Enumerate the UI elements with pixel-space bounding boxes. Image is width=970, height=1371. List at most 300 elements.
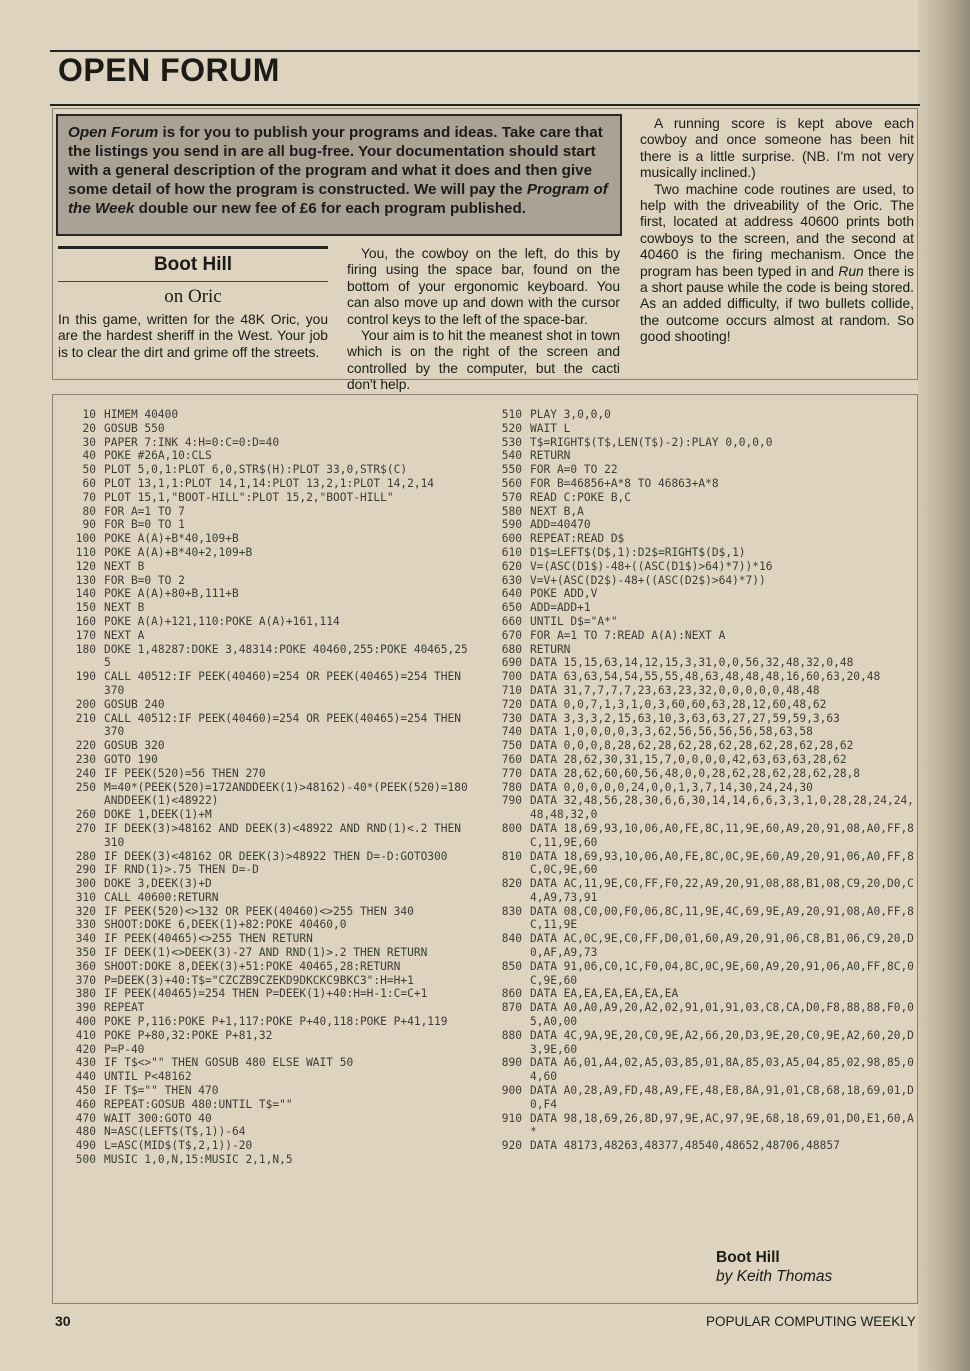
listing-line: [68, 629, 468, 643]
listing-line: [494, 643, 914, 657]
line-number: 40: [82, 449, 96, 463]
listing-line: [68, 877, 468, 891]
listing-line: [68, 1125, 468, 1139]
line-number: 780: [501, 780, 522, 794]
line-number: 830: [501, 904, 522, 918]
line-code: DATA 15,15,63,14,12,15,3,31,0,0,56,32,48,32,0,48: [530, 656, 854, 670]
listing-line: [494, 656, 914, 670]
line-number: 430: [75, 1056, 96, 1070]
line-number: 20: [82, 421, 96, 435]
listing-line: [68, 1029, 468, 1043]
line-number: 590: [501, 518, 522, 532]
line-number: 160: [75, 614, 96, 628]
line-number: 640: [501, 587, 522, 601]
listing-line: [68, 863, 468, 877]
line-number: 80: [82, 504, 96, 518]
line-number: 840: [501, 932, 522, 946]
paragraph-text: there is a short pause while the code is being stored. As an added difficulty, if two bullets collide, the outcome occurs almost at random. So good shooting!: [640, 263, 915, 345]
title-rule-top: [58, 246, 328, 249]
line-code: IF DEEK(3)<48162 OR DEEK(3)>48922 THEN D=-D:GOTO300: [104, 849, 448, 863]
listing-line: [68, 449, 468, 463]
listing-line: [68, 891, 468, 905]
listing-line: [494, 712, 914, 726]
line-code: NEXT B: [104, 559, 145, 573]
line-number: 120: [75, 559, 96, 573]
listing-line: [68, 422, 468, 436]
line-number: 610: [501, 545, 522, 559]
line-number: 690: [501, 656, 522, 670]
line-code: DATA AC,11,9E,C0,FF,F0,22,A9,20,91,08,88,B1,08,C9,20,D0,C4,A9,73,91: [530, 877, 914, 904]
listing-line: [494, 532, 914, 546]
line-code: DATA 63,63,54,54,55,55,48,63,48,48,48,16,60,63,20,48: [530, 670, 881, 684]
listing-line: [68, 822, 468, 850]
listing-line: [494, 477, 914, 491]
article-paragraph: In this game, written for the 48K Oric, you are the hardest sheriff in the West. Your job is to clear the dirt and grime off the streets.: [58, 312, 328, 360]
line-number: 210: [75, 711, 96, 725]
open-forum-notice: [56, 114, 622, 236]
paragraph-text: Two machine code routines are used, to help with the driveability of the Oric. The first, located at address 40600 prints both cowboys to the screen, and the second at 40460 is the firing mechanism. Once the program has been typed in and: [640, 181, 914, 279]
line-code: DATA 32,48,56,28,30,6,6,30,14,14,6,6,3,3,1,0,28,28,24,24,48,48,32,0: [530, 794, 914, 822]
listing-line: [494, 518, 914, 532]
line-code: IF PEEK(520)=56 THEN 270: [104, 766, 266, 780]
article-paragraph: [640, 182, 914, 346]
line-code: DATA 0,0,0,0,0,24,0,0,1,3,7,14,30,24,24,30: [530, 780, 813, 794]
listing-line: [494, 698, 914, 712]
line-number: 680: [501, 642, 522, 656]
line-number: 280: [75, 849, 96, 863]
line-number: 870: [501, 1001, 522, 1015]
listing-line: [494, 850, 914, 878]
line-code: IF T$="" THEN 470: [104, 1084, 219, 1098]
line-code: PLOT 13,1,1:PLOT 14,1,14:PLOT 13,2,1:PLOT 14,2,14: [104, 476, 435, 490]
line-code: READ C:POKE B,C: [530, 490, 632, 504]
line-code: PLOT 5,0,1:PLOT 6,0,STR$(H):PLOT 33,0,STR$(C): [104, 463, 408, 477]
line-code: DATA 31,7,7,7,7,23,63,23,32,0,0,0,0,0,48,48: [530, 683, 820, 697]
listing-line: [68, 1043, 468, 1057]
line-code: POKE #26A,10:CLS: [104, 449, 212, 463]
line-code: CALL 40512:IF PEEK(40460)=254 OR PEEK(40465)=254 THEN 370: [104, 711, 468, 739]
line-number: 360: [75, 959, 96, 973]
page-number: 30: [55, 1313, 71, 1329]
line-number: 10: [82, 408, 96, 421]
line-number: 390: [75, 1001, 96, 1015]
line-code: UNTIL P<48162: [104, 1070, 192, 1084]
notice-emphasis: Program of the Week: [68, 181, 608, 217]
line-number: 670: [501, 628, 522, 642]
line-code: UNTIL D$="A*": [530, 614, 618, 628]
line-number: 320: [75, 904, 96, 918]
listing-line: [68, 560, 468, 574]
line-code: GOSUB 550: [104, 421, 165, 435]
line-code: DOKE 1,48287:DOKE 3,48314:POKE 40460,255:POKE 40465,255: [104, 642, 468, 670]
listing-line: [494, 601, 914, 615]
line-code: SHOOT:DOKE 6,DEEK(1)+82:POKE 40460,0: [104, 918, 347, 932]
listing-line: [68, 987, 468, 1001]
byline: [716, 1248, 832, 1286]
line-number: 710: [501, 683, 522, 697]
line-number: 140: [75, 587, 96, 601]
listing-line: [494, 463, 914, 477]
listing-line: [68, 643, 468, 671]
line-number: 50: [82, 463, 96, 477]
listing-line: [68, 1001, 468, 1015]
listing-line: [68, 850, 468, 864]
line-number: 190: [75, 670, 96, 684]
listing-line: [494, 574, 914, 588]
listing-line: [494, 587, 914, 601]
line-number: 560: [501, 476, 522, 490]
line-number: 900: [501, 1084, 522, 1098]
article-column-3: [640, 116, 914, 346]
line-code: FOR B=0 TO 1: [104, 518, 185, 532]
article-paragraph: Your aim is to hit the meanest shot in town which is on the right of the screen and controlled by the computer, but the cacti don't help.: [347, 328, 620, 393]
line-number: 110: [75, 545, 96, 559]
line-number: 890: [501, 1056, 522, 1070]
listing-line: [68, 698, 468, 712]
line-code: MUSIC 1,0,N,15:MUSIC 2,1,N,5: [104, 1153, 293, 1167]
listing-line: [68, 463, 468, 477]
line-code: L=ASC(MID$(T$,2,1))-20: [104, 1139, 253, 1153]
line-code: DOKE 3,DEEK(3)+D: [104, 877, 212, 891]
line-code: WAIT 300:GOTO 40: [104, 1111, 212, 1125]
line-code: D1$=LEFT$(D$,1):D2$=RIGHT$(D$,1): [530, 545, 746, 559]
listing-line: [68, 491, 468, 505]
listing-line: [494, 987, 914, 1001]
article-subtitle: on Oric: [164, 286, 222, 307]
line-number: 570: [501, 490, 522, 504]
listing-line: [494, 546, 914, 560]
line-code: PAPER 7:INK 4:H=0:C=0:D=40: [104, 435, 280, 449]
listing-line: [68, 946, 468, 960]
listing-line: [68, 960, 468, 974]
line-number: 540: [501, 449, 522, 463]
listing-line: [68, 601, 468, 615]
listing-line: [494, 449, 914, 463]
line-number: 880: [501, 1028, 522, 1042]
listing-line: [494, 822, 914, 850]
line-code: DATA 0,0,7,1,3,1,0,3,60,60,63,28,12,60,48,62: [530, 697, 827, 711]
listing-line: [68, 1084, 468, 1098]
line-number: 410: [75, 1028, 96, 1042]
listing-line: [494, 781, 914, 795]
line-number: 910: [501, 1111, 522, 1125]
article-column-2: [347, 246, 620, 394]
listing-line: [494, 560, 914, 574]
listing-line: [68, 615, 468, 629]
line-number: 440: [75, 1070, 96, 1084]
magazine-name: POPULAR COMPUTING WEEKLY: [706, 1314, 916, 1329]
line-number: 310: [75, 890, 96, 904]
listing-line: [68, 1056, 468, 1070]
line-code: REPEAT: [104, 1001, 145, 1015]
line-code: DATA A6,01,A4,02,A5,03,85,01,8A,85,03,A5,04,85,02,98,85,04,60: [530, 1056, 914, 1084]
listing-line: [494, 670, 914, 684]
line-code: NEXT B: [104, 601, 145, 615]
line-number: 180: [75, 642, 96, 656]
line-number: 850: [501, 959, 522, 973]
line-code: POKE A(A)+B*40+2,109+B: [104, 545, 253, 559]
listing-line: [68, 1098, 468, 1112]
run-command-italic: Run: [838, 263, 864, 279]
line-number: 90: [82, 518, 96, 532]
line-number: 420: [75, 1042, 96, 1056]
line-code: IF DEEK(3)>48162 AND DEEK(3)<48922 AND RND(1)<.2 THEN 310: [104, 821, 468, 849]
line-code: POKE P,116:POKE P+1,117:POKE P+40,118:POKE P+41,119: [104, 1015, 448, 1029]
listing-line: [494, 753, 914, 767]
line-code: DATA 18,69,93,10,06,A0,FE,8C,0C,9E,60,A9,20,91,06,A0,FF,8C,0C,9E,60: [530, 849, 914, 877]
article-paragraph: You, the cowboy on the left, do this by firing using the space bar, found on the bottom of your ergonomic keyboard. You can also move up and down with the cursor control keys to the left of the space-bar.: [347, 246, 620, 327]
line-number: 740: [501, 725, 522, 739]
listing-line: [494, 684, 914, 698]
listing-line: [68, 712, 468, 740]
line-code: P=DEEK(3)+40:T$="CZCZB9CZEKD9DKCKC9BKC3":H=H+1: [104, 973, 414, 987]
listing-line: [494, 1112, 914, 1140]
line-code: GOSUB 320: [104, 739, 165, 753]
article-paragraph: A running score is kept above each cowboy and once someone has been hit there is a little surprise. (NB. I'm not very musically inclined.): [640, 116, 914, 181]
section-heading: OPEN FORUM: [58, 52, 280, 88]
listing-line: [68, 436, 468, 450]
line-code: IF RND(1)>.75 THEN D=-D: [104, 863, 259, 877]
heading-rule: [50, 104, 920, 106]
line-code: M=40*(PEEK(520)=172ANDDEEK(1)>48162)-40*(PEEK(520)=180ANDDEEK(1)<48922): [104, 780, 468, 808]
line-number: 760: [501, 752, 522, 766]
line-number: 800: [501, 821, 522, 835]
line-code: DATA 18,69,93,10,06,A0,FE,8C,11,9E,60,A9,20,91,08,A0,FF,8C,11,9E,60: [530, 821, 914, 849]
line-code: FOR A=1 TO 7:READ A(A):NEXT A: [530, 628, 726, 642]
listing-line: [494, 932, 914, 960]
listing-line: [494, 436, 914, 450]
line-code: DATA A0,28,A9,FD,48,A9,FE,48,E8,8A,91,01,C8,68,18,69,01,D0,F4: [530, 1084, 914, 1111]
line-code: DATA 1,0,0,0,0,3,3,62,56,56,56,56,58,63,58: [530, 725, 813, 739]
notice-open-forum-italic: Open Forum: [68, 124, 159, 141]
listing-line: [68, 587, 468, 601]
listing-line: [68, 670, 468, 698]
line-number: 100: [75, 532, 96, 546]
line-code: IF DEEK(1)<>DEEK(3)-27 AND RND(1)>.2 THEN RETURN: [104, 946, 428, 960]
notice-text-2: double our new fee of £6 for each program published.: [134, 200, 526, 217]
line-code: NEXT B,A: [530, 504, 584, 518]
line-number: 240: [75, 766, 96, 780]
page-edge-shadow: [918, 0, 970, 1371]
line-number: 60: [82, 476, 96, 490]
line-number: 650: [501, 601, 522, 615]
line-code: FOR B=0 TO 2: [104, 573, 185, 587]
line-number: 460: [75, 1097, 96, 1111]
listing-line: [494, 1056, 914, 1084]
line-number: 720: [501, 697, 522, 711]
line-code: DOKE 1,DEEK(1)+M: [104, 808, 212, 822]
line-number: 630: [501, 573, 522, 587]
line-code: CALL 40600:RETURN: [104, 890, 219, 904]
line-number: 580: [501, 504, 522, 518]
line-number: 790: [501, 794, 522, 808]
line-code: NEXT A: [104, 628, 145, 642]
line-code: DATA 08,C0,00,F0,06,8C,11,9E,4C,69,9E,A9,20,91,08,A0,FF,8C,11,9E: [530, 904, 914, 932]
line-number: 750: [501, 739, 522, 753]
line-number: 170: [75, 628, 96, 642]
line-code: DATA 0,0,0,8,28,62,28,62,28,62,28,62,28,62,28,62: [530, 739, 854, 753]
listing-line: [494, 505, 914, 519]
line-code: POKE A(A)+121,110:POKE A(A)+161,114: [104, 614, 340, 628]
line-code: DATA EA,EA,EA,EA,EA,EA: [530, 987, 679, 1001]
line-code: V=(ASC(D1$)-48+((ASC(D1$)>64)*7))*16: [530, 559, 773, 573]
listing-line: [494, 1139, 914, 1153]
line-code: PLOT 15,1,"BOOT-HILL":PLOT 15,2,"BOOT-HILL": [104, 490, 394, 504]
listing-line: [68, 477, 468, 491]
line-number: 220: [75, 739, 96, 753]
byline-title: Boot Hill: [716, 1249, 780, 1266]
listing-line: [494, 1001, 914, 1029]
line-code: V=V+(ASC(D2$)-48+((ASC(D2$)>64)*7)): [530, 573, 766, 587]
listing-line: [494, 877, 914, 905]
line-number: 770: [501, 766, 522, 780]
line-code: N=ASC(LEFT$(T$,1))-64: [104, 1125, 246, 1139]
listing-line: [68, 918, 468, 932]
line-number: 550: [501, 463, 522, 477]
line-code: POKE P+80,32:POKE P+81,32: [104, 1028, 273, 1042]
listing-line: [68, 932, 468, 946]
line-number: 480: [75, 1125, 96, 1139]
line-code: DATA AC,0C,9E,C0,FF,D0,01,60,A9,20,91,06,C8,B1,06,C9,20,D0,AF,A9,73: [530, 932, 914, 960]
listing-line: [68, 753, 468, 767]
line-code: IF PEEK(520)<>132 OR PEEK(40460)<>255 THEN 340: [104, 904, 414, 918]
line-number: 200: [75, 697, 96, 711]
line-number: 820: [501, 877, 522, 891]
line-code: POKE A(A)+B*40,109+B: [104, 532, 239, 546]
listing-line: [68, 408, 468, 422]
line-number: 300: [75, 877, 96, 891]
line-code: FOR B=46856+A*8 TO 46863+A*8: [530, 476, 719, 490]
line-number: 600: [501, 532, 522, 546]
listing-line: [68, 1015, 468, 1029]
line-code: FOR A=1 TO 7: [104, 504, 185, 518]
line-number: 380: [75, 987, 96, 1001]
line-number: 920: [501, 1139, 522, 1153]
line-code: DATA 98,18,69,26,8D,97,9E,AC,97,9E,68,18,69,01,D0,E1,60,A*: [530, 1111, 914, 1139]
line-code: PLAY 3,0,0,0: [530, 408, 611, 421]
listing-line: [494, 725, 914, 739]
line-number: 340: [75, 932, 96, 946]
listing-line: [494, 794, 914, 822]
listing-line: [494, 422, 914, 436]
listing-line: [68, 574, 468, 588]
line-code: DATA 4C,9A,9E,20,C0,9E,A2,66,20,D3,9E,20,C0,9E,A2,60,20,D3,9E,60: [530, 1028, 914, 1056]
program-listing-right: [494, 408, 914, 1153]
line-number: 270: [75, 821, 96, 835]
listing-line: [494, 615, 914, 629]
line-number: 260: [75, 808, 96, 822]
line-number: 660: [501, 614, 522, 628]
line-code: DATA 28,62,30,31,15,7,0,0,0,0,42,63,63,63,28,62: [530, 752, 847, 766]
line-number: 330: [75, 918, 96, 932]
listing-line: [68, 1153, 468, 1167]
listing-line: [494, 960, 914, 988]
listing-line: [494, 491, 914, 505]
title-rule-bottom: [58, 281, 328, 282]
line-code: ADD=40470: [530, 518, 591, 532]
listing-line: [494, 1029, 914, 1057]
line-code: WAIT L: [530, 421, 571, 435]
line-number: 130: [75, 573, 96, 587]
line-number: 730: [501, 711, 522, 725]
line-code: POKE ADD,V: [530, 587, 598, 601]
line-code: IF PEEK(40465)<>255 THEN RETURN: [104, 932, 313, 946]
line-code: REPEAT:READ D$: [530, 532, 625, 546]
line-code: T$=RIGHT$(T$,LEN(T$)-2):PLAY 0,0,0,0: [530, 435, 773, 449]
listing-line: [68, 546, 468, 560]
line-code: DATA A0,A0,A9,20,A2,02,91,01,91,03,C8,CA,D0,F8,88,88,F0,05,A0,00: [530, 1001, 914, 1029]
line-code: CALL 40512:IF PEEK(40460)=254 OR PEEK(40465)=254 THEN 370: [104, 670, 468, 697]
line-code: FOR A=0 TO 22: [530, 463, 618, 477]
listing-line: [494, 739, 914, 753]
listing-line: [68, 739, 468, 753]
line-number: 510: [501, 408, 522, 421]
line-code: RETURN: [530, 642, 571, 656]
listing-line: [68, 905, 468, 919]
program-listing-left: [68, 408, 468, 1167]
line-number: 450: [75, 1084, 96, 1098]
line-code: GOSUB 240: [104, 697, 165, 711]
listing-line: [68, 781, 468, 809]
listing-line: [68, 532, 468, 546]
line-code: RETURN: [530, 449, 571, 463]
listing-line: [494, 1084, 914, 1112]
line-number: 490: [75, 1139, 96, 1153]
listing-line: [494, 408, 914, 422]
line-number: 250: [75, 780, 96, 794]
article-title: Boot Hill: [153, 254, 233, 275]
listing-line: [68, 1070, 468, 1084]
listing-line: [494, 629, 914, 643]
line-code: P=P-40: [104, 1042, 145, 1056]
line-number: 150: [75, 601, 96, 615]
line-code: REPEAT:GOSUB 480:UNTIL T$="": [104, 1097, 293, 1111]
listing-line: [68, 505, 468, 519]
listing-line: [68, 1139, 468, 1153]
listing-line: [68, 808, 468, 822]
listing-line: [68, 974, 468, 988]
line-number: 810: [501, 849, 522, 863]
article-column-1: [58, 312, 328, 361]
line-code: HIMEM 40400: [104, 408, 179, 421]
line-code: GOTO 190: [104, 752, 158, 766]
line-number: 290: [75, 863, 96, 877]
line-number: 30: [82, 435, 96, 449]
line-code: DATA 48173,48263,48377,48540,48652,48706,48857: [530, 1139, 840, 1153]
line-code: POKE A(A)+80+B,111+B: [104, 587, 239, 601]
line-code: ADD=ADD+1: [530, 601, 591, 615]
line-number: 350: [75, 946, 96, 960]
line-number: 470: [75, 1111, 96, 1125]
byline-author: by Keith Thomas: [716, 1268, 833, 1285]
line-number: 400: [75, 1015, 96, 1029]
listing-line: [494, 767, 914, 781]
line-code: DATA 28,62,60,60,56,48,0,0,28,62,28,62,28,62,28,8: [530, 766, 861, 780]
line-number: 620: [501, 559, 522, 573]
line-number: 520: [501, 421, 522, 435]
line-number: 860: [501, 987, 522, 1001]
line-code: IF T$<>"" THEN GOSUB 480 ELSE WAIT 50: [104, 1056, 354, 1070]
line-code: DATA 91,06,C0,1C,F0,04,8C,0C,9E,60,A9,20,91,06,A0,FF,8C,0C,9E,60: [530, 959, 914, 987]
line-number: 230: [75, 752, 96, 766]
line-number: 530: [501, 435, 522, 449]
listing-line: [68, 767, 468, 781]
line-number: 700: [501, 670, 522, 684]
listing-line: [68, 518, 468, 532]
line-code: DATA 3,3,3,2,15,63,10,3,63,63,27,27,59,59,3,63: [530, 711, 840, 725]
listing-line: [68, 1112, 468, 1126]
line-number: 370: [75, 973, 96, 987]
